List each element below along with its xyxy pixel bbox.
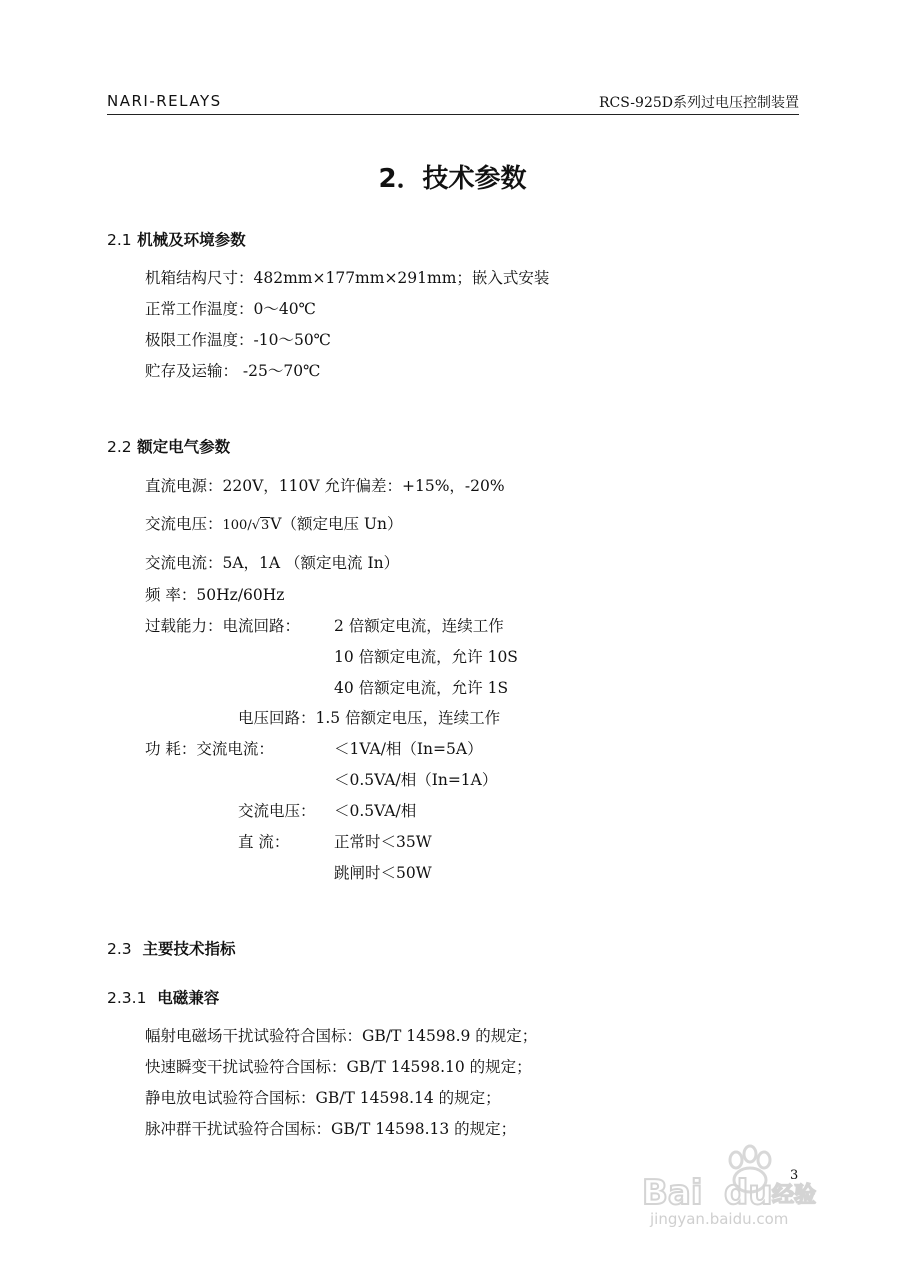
svg-text:du: du [724,1173,773,1213]
section-2-3-1-heading [107,986,219,1008]
section-title: 额定电气参数 [137,438,231,456]
body-line: 幅射电磁场干扰试验符合国标：GB/T 14598.9 的规定； [145,1027,538,1045]
svg-text:经验: 经验 [772,1183,817,1208]
power-line: ＜0.5VA/相（In=1A） [334,771,498,789]
power-dc-value: 正常时＜35W [334,833,432,851]
header-left: NARI-RELAYS [107,92,222,110]
section-number: 2.3 [107,940,132,958]
dc-supply-line: 直流电源：220V，110V 允许偏差：+15%，-20% [145,477,505,495]
overload-label: 过载能力：电流回路： [145,617,301,635]
overload-line: 40 倍额定电流，允许 1S [334,679,509,697]
power-dc-value: 跳闸时＜50W [334,864,432,882]
section-2-3-heading [107,937,235,959]
overload-line: 10 倍额定电流，允许 10S [334,648,518,666]
header-right: RCS-925D系列过电压控制装置 [598,95,799,111]
body-line: 静电放电试验符合国标：GB/T 14598.14 的规定； [145,1089,501,1107]
power-label: 功 耗：交流电流： [145,740,274,758]
section-title: 机械及环境参数 [137,231,246,249]
section-2-2-heading [107,435,230,457]
ac-voltage-line [145,512,402,534]
page-title: 2．技术参数 [378,164,527,194]
section-2-1-heading [107,228,246,250]
section-title: 主要技术指标 [142,940,236,958]
ac-current-line: 交流电流：5A，1A （额定电流 In） [145,554,400,572]
page-number: 3 [790,1168,799,1183]
ac-voltage-rest: V（额定电压 Un） [270,515,403,533]
body-line: 极限工作温度：-10～50℃ [145,331,332,349]
sqrt-radicand: 3 [261,518,270,533]
power-line: ＜1VA/相（In=5A） [334,740,483,758]
body-line: 脉冲群干扰试验符合国标：GB/T 14598.13 的规定； [145,1120,517,1138]
body-line: 贮存及运输： -25～70℃ [145,362,321,380]
power-dc-label: 直 流： [238,833,290,851]
svg-text:Bai: Bai [642,1173,703,1213]
body-line: 正常工作温度：0～40℃ [145,300,316,318]
section-number: 2.1 [107,231,132,249]
sqrt-expression: 100/√3 [222,518,270,533]
power-voltage-label: 交流电压： [238,802,316,820]
body-line: 快速瞬变干扰试验符合国标：GB/T 14598.10 的规定； [145,1058,532,1076]
sqrt-numerator: 100 [222,518,248,533]
ac-voltage-label: 交流电压： [145,515,223,533]
header-rule [107,114,799,115]
overload-voltage-line: 电压回路：1.5 倍额定电压，连续工作 [238,709,501,727]
section-title: 电磁兼容 [157,989,220,1007]
overload-line: 2 倍额定电流，连续工作 [334,617,504,635]
watermark-url: jingyan.baidu.com [650,1210,789,1228]
power-voltage-value: ＜0.5VA/相 [334,802,417,820]
body-line: 机箱结构尺寸：482mm×177mm×291mm；嵌入式安装 [145,269,550,287]
frequency-line: 频 率：50Hz/60Hz [145,586,285,604]
section-number: 2.3.1 [107,989,147,1007]
section-number: 2.2 [107,438,132,456]
